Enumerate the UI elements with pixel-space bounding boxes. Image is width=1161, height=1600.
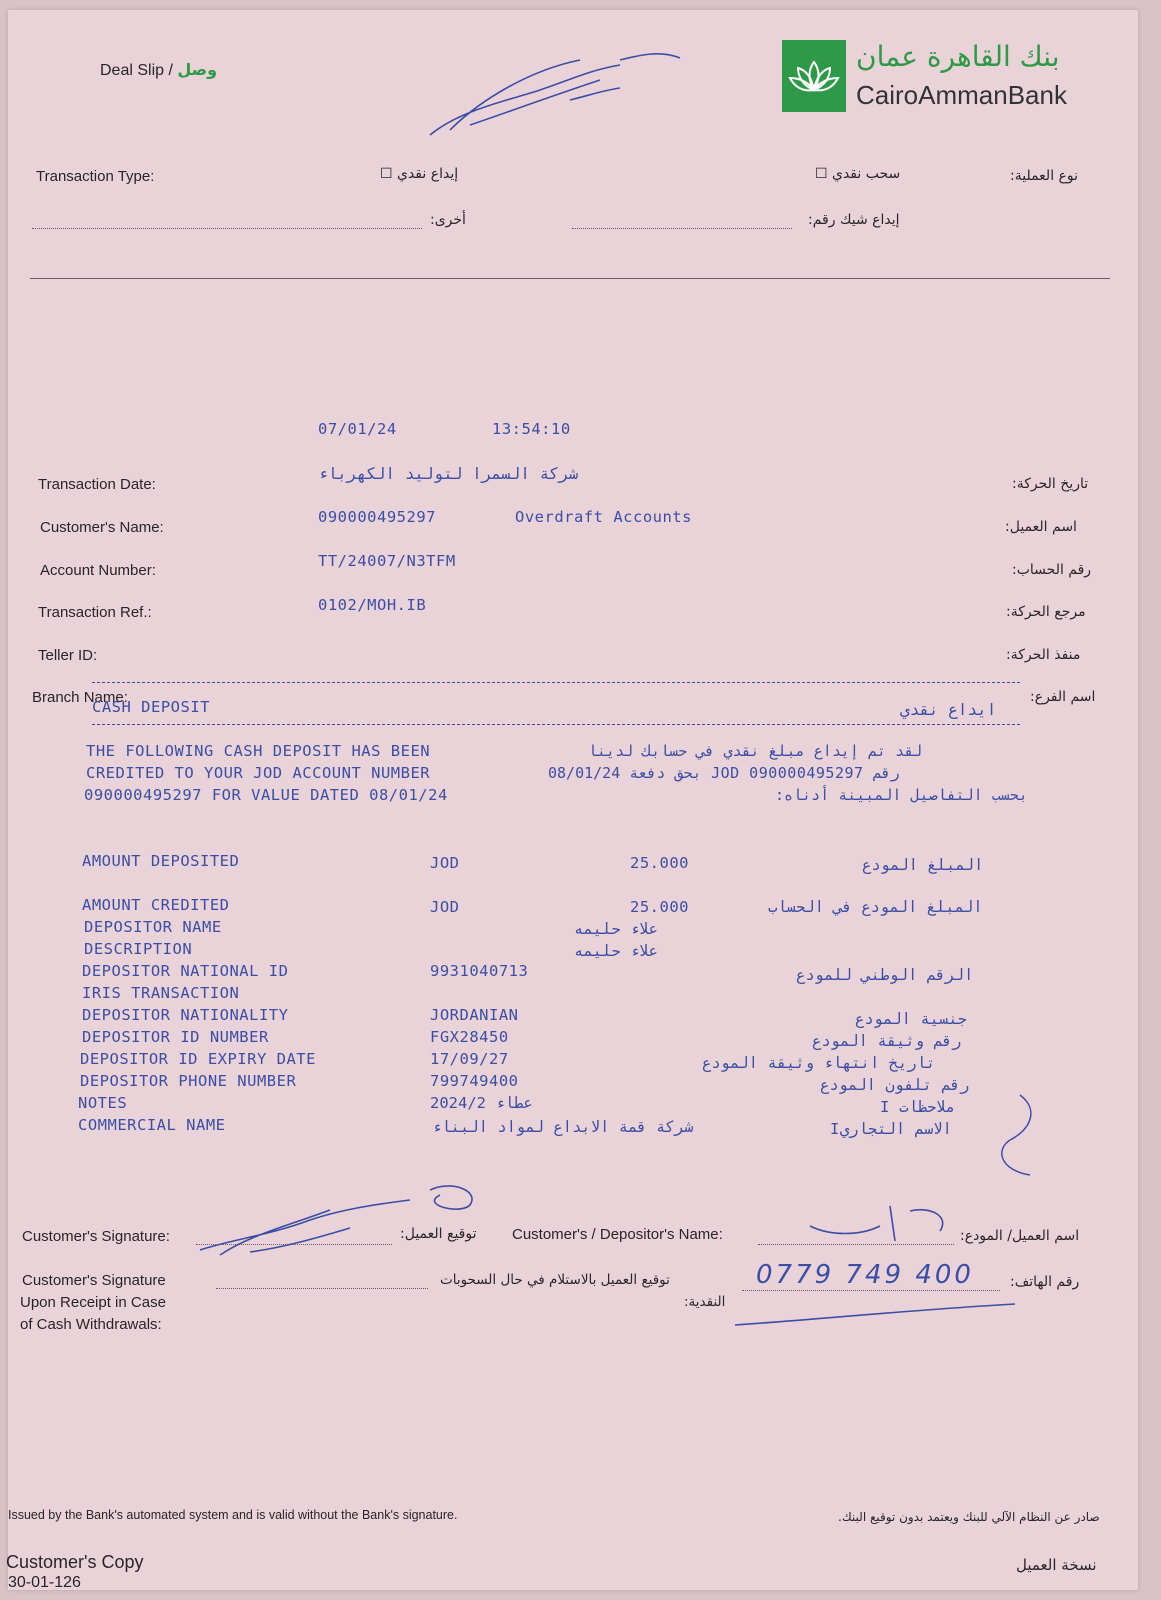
printed-company-name: شركة السمرا لتوليد الكهرباء <box>318 464 579 483</box>
receipt-signature-label-en-1: Customer's Signature <box>22 1272 166 1289</box>
row-description-value: علاء حليمه <box>574 942 658 960</box>
phone-underline-stroke <box>730 1300 1020 1330</box>
row-phone-en: DEPOSITOR PHONE NUMBER <box>80 1072 297 1090</box>
header-divider <box>30 278 1110 279</box>
printout-title-en: CASH DEPOSIT <box>92 698 210 716</box>
printout-title-ar: ايداع نقدي <box>900 700 997 719</box>
receipt-signature-label-en-3: of Cash Withdrawals: <box>20 1316 162 1333</box>
account-number-label-en: Account Number: <box>40 562 156 579</box>
printed-teller-id: 0102/MOH.IB <box>318 596 427 614</box>
row-notes-en: NOTES <box>78 1094 128 1112</box>
row-notes-ar: ملاحظات I <box>880 1098 956 1116</box>
receipt-signature-label-ar-2: النقدية: <box>684 1294 726 1310</box>
deal-slip-title <box>100 60 217 80</box>
row-notes-value: 2024/2 عطاء <box>430 1094 533 1112</box>
row-depositor-name-value: علاء حليمه <box>574 920 658 938</box>
row-nationality-ar: جنسية المودع <box>855 1010 967 1028</box>
footer-form-number: 30-01-126 <box>8 1574 81 1591</box>
row-amount-deposited-ar: المبلغ المودع <box>862 856 984 874</box>
teller-id-label-ar: منفذ الحركة: <box>1006 647 1081 663</box>
row-id-number-en: DEPOSITOR ID NUMBER <box>82 1028 269 1046</box>
row-amount-credited-currency: JOD <box>430 898 460 916</box>
cash-deposit-checkbox[interactable]: إيداع نقدي ☐ <box>380 166 459 182</box>
depositor-name-label-ar: اسم العميل/ المودع: <box>960 1228 1080 1244</box>
transaction-ref-label-ar: مرجع الحركة: <box>1006 604 1086 620</box>
row-id-number-ar: رقم وثيقة المودع <box>812 1032 962 1050</box>
transaction-type-label-ar: نوع العملية: <box>1010 168 1079 184</box>
account-number-label-ar: رقم الحساب: <box>1012 562 1092 578</box>
body-ar-line-1: لقد تم إيداع مبلغ نقدي في حسابك لدينا <box>588 742 923 760</box>
row-description-en: DESCRIPTION <box>84 940 193 958</box>
phone-line[interactable] <box>742 1290 1000 1291</box>
printed-date: 07/01/24 <box>318 420 397 438</box>
footer-copy-en: Customer's Copy <box>6 1552 144 1572</box>
bank-logo <box>782 40 846 112</box>
body-en-line-3: 090000495297 FOR VALUE DATED 08/01/24 <box>84 786 448 804</box>
row-national-id-value: 9931040713 <box>430 962 529 980</box>
dashed-separator-1 <box>92 682 1020 683</box>
row-depositor-name-en: DEPOSITOR NAME <box>84 918 222 936</box>
receipt-signature-label-en-2: Upon Receipt in Case <box>20 1294 166 1311</box>
bank-name-en: CairoAmmanBank <box>856 80 1067 110</box>
row-amount-credited-ar: المبلغ المودع في الحساب <box>768 898 983 916</box>
row-national-id-ar: الرقم الوطني للمودع <box>796 966 974 984</box>
cash-withdrawal-checkbox[interactable]: سحب نقدي ☐ <box>815 166 901 182</box>
bank-name-ar: بنك القاهرة عمان <box>856 40 1060 73</box>
row-amount-deposited-en: AMOUNT DEPOSITED <box>82 852 240 870</box>
row-national-id-en: DEPOSITOR NATIONAL ID <box>82 962 289 980</box>
body-en-line-1: THE FOLLOWING CASH DEPOSIT HAS BEEN <box>86 742 431 760</box>
signature-scribble-top <box>420 40 700 150</box>
row-nationality-en: DEPOSITOR NATIONALITY <box>82 1006 289 1024</box>
row-amount-deposited-currency: JOD <box>430 854 460 872</box>
handwritten-phone-number: 0779 749 400 <box>756 1260 974 1290</box>
row-nationality-value: JORDANIAN <box>430 1006 519 1024</box>
receipt-signature-label-ar-1: توقيع العميل بالاستلام في حال السحوبات <box>440 1272 670 1288</box>
row-commercial-name-ar: الاسم التجاريI <box>830 1120 952 1138</box>
printed-time: 13:54:10 <box>492 420 571 438</box>
row-phone-ar: رقم تلفون المودع <box>820 1076 970 1094</box>
transaction-date-label-en: Transaction Date: <box>38 476 156 493</box>
transaction-type-label-en: Transaction Type: <box>36 168 155 185</box>
customer-signature-label-en: Customer's Signature: <box>22 1228 170 1245</box>
footer-issued-en: Issued by the Bank's automated system and is valid without the Bank's signature. <box>8 1508 458 1522</box>
body-en-line-2: CREDITED TO YOUR JOD ACCOUNT NUMBER <box>86 764 431 782</box>
depositor-name-label-en: Customer's / Depositor's Name: <box>512 1226 723 1243</box>
customer-name-label-ar: اسم العميل: <box>1005 519 1077 535</box>
handwritten-bracket <box>990 1090 1050 1180</box>
printed-transaction-ref: TT/24007/N3TFM <box>318 552 456 570</box>
depositor-name-handwriting <box>800 1196 960 1256</box>
row-id-expiry-en: DEPOSITOR ID EXPIRY DATE <box>80 1050 316 1068</box>
row-amount-credited-en: AMOUNT CREDITED <box>82 896 230 914</box>
lotus-icon <box>782 40 846 112</box>
customer-signature-label-ar: توقيع العميل: <box>400 1226 477 1242</box>
printed-account-type: Overdraft Accounts <box>515 508 692 526</box>
other-line <box>32 228 422 229</box>
row-id-number-value: FGX28450 <box>430 1028 509 1046</box>
dashed-separator-2 <box>92 724 1020 725</box>
row-phone-value: 799749400 <box>430 1072 519 1090</box>
footer-issued-ar: صادر عن النظام الآلي للبنك ويعتمد بدون توقيع البنك. <box>838 1510 1100 1524</box>
row-id-expiry-value: 17/09/27 <box>430 1050 509 1068</box>
transaction-ref-label-en: Transaction Ref.: <box>38 604 152 621</box>
cheque-deposit-label-ar: إيداع شيك رقم: <box>808 212 900 228</box>
row-amount-credited-amount: 25.000 <box>630 898 689 916</box>
row-commercial-name-en: COMMERCIAL NAME <box>78 1116 226 1134</box>
phone-label-ar: رقم الهاتف: <box>1010 1274 1080 1290</box>
customer-name-label-en: Customer's Name: <box>40 519 164 536</box>
row-iris-transaction-en: IRIS TRANSACTION <box>82 984 240 1002</box>
branch-name-label-ar: اسم الفرع: <box>1030 689 1096 705</box>
row-id-expiry-ar: تاريخ انتهاء وثيقة المودع <box>702 1054 936 1072</box>
deal-slip-title-en: Deal Slip / <box>100 62 173 79</box>
body-ar-line-2: رقم JOD 090000495297 بحق دفعة 08/01/24 <box>548 764 900 782</box>
transaction-date-label-ar: تاريخ الحركة: <box>1012 476 1089 492</box>
deal-slip-title-ar: وصل <box>177 60 218 79</box>
row-amount-deposited-amount: 25.000 <box>630 854 689 872</box>
other-label-ar: أخرى: <box>430 212 466 228</box>
teller-id-label-en: Teller ID: <box>38 647 98 664</box>
body-ar-line-3: بحسب التفاصيل المبينة أدناه: <box>775 786 1028 804</box>
cheque-number-line <box>572 228 792 229</box>
row-commercial-name-value: شركة قمة الابداع لمواد البناء <box>432 1118 694 1136</box>
printed-account-number: 090000495297 <box>318 508 436 526</box>
customer-signature-scribble <box>190 1180 510 1270</box>
branch-name-label-en: Branch Name: <box>32 689 128 706</box>
footer-copy-ar: نسخة العميل <box>1016 1556 1097 1574</box>
receipt-signature-line[interactable] <box>216 1288 428 1289</box>
